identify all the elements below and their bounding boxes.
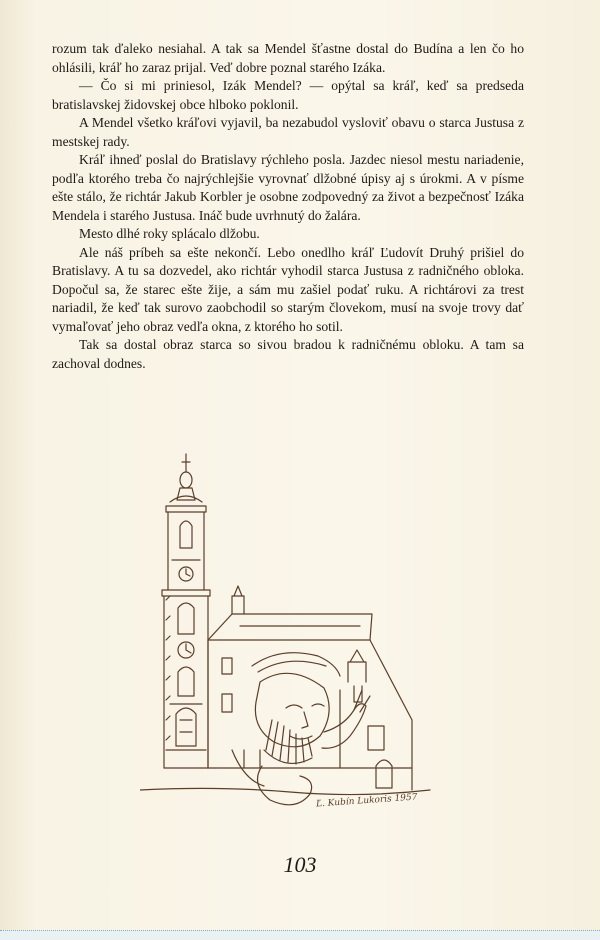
paragraph: Ale náš príbeh sa ešte nekončí. Lebo onedlho kráľ Ľudovít Druhý prišiel do Bratislavy. A tu sa dozvedel, ako richtár vyhodil starca Justusa z radničného obloka. Dopočul sa, že starec ešte žije, a sám mu zašiel podať ruku. A richtárovi za trest nariadil, že keď tak surovo zaobchodil so starým človekom, musí na svoje trovy dať vymaľovať jeho obraz vedľa okna, z ktorého ho sotil. [52,244,524,334]
paragraph: A Mendel všetko kráľovi vyjavil, ba nezabudol vysloviť obavu o starca Justusa z mestskej rady. [52,115,524,149]
paragraph: rozum tak ďaleko nesiahal. A tak sa Mendel šťastne dostal do Budína a len čo ho ohlásili, kráľ ho zaraz prijal. Veď dobre poznal starého Izáka. [52,41,524,75]
paragraph: Kráľ ihneď poslal do Bratislavy rýchleho posla. Jazdec niesol mestu nariadenie, podľa ktorého treba čo najrýchlejšie vyrovnať dlžobné úpisy aj s úrokmi. A v písme ešte stálo, že richtár Jakub Korbler je osobne zodpovedný za život a bezpečnosť Izáka Mendela i starého Justusa. Ináč bude uvrhnutý do žalára. [52,152,524,223]
paragraph: Tak sa dostal obraz starca so sivou bradou k radničnému obloku. A tam sa zachoval dodnes. [52,337,524,371]
page-number: 103 [283,852,317,877]
paragraph: — Čo si mi priniesol, Izák Mendel? — opýtal sa kráľ, keď sa predseda bratislavskej židovskej obce hlboko poklonil. [52,78,524,112]
paragraph: Mesto dlhé roky splácalo dlžobu. [79,226,260,241]
old-town-hall-sketch-icon [140,450,440,840]
artist-signature: Ľ. Kubín Lukoris 1957 [315,792,418,810]
story-text [52,40,524,373]
